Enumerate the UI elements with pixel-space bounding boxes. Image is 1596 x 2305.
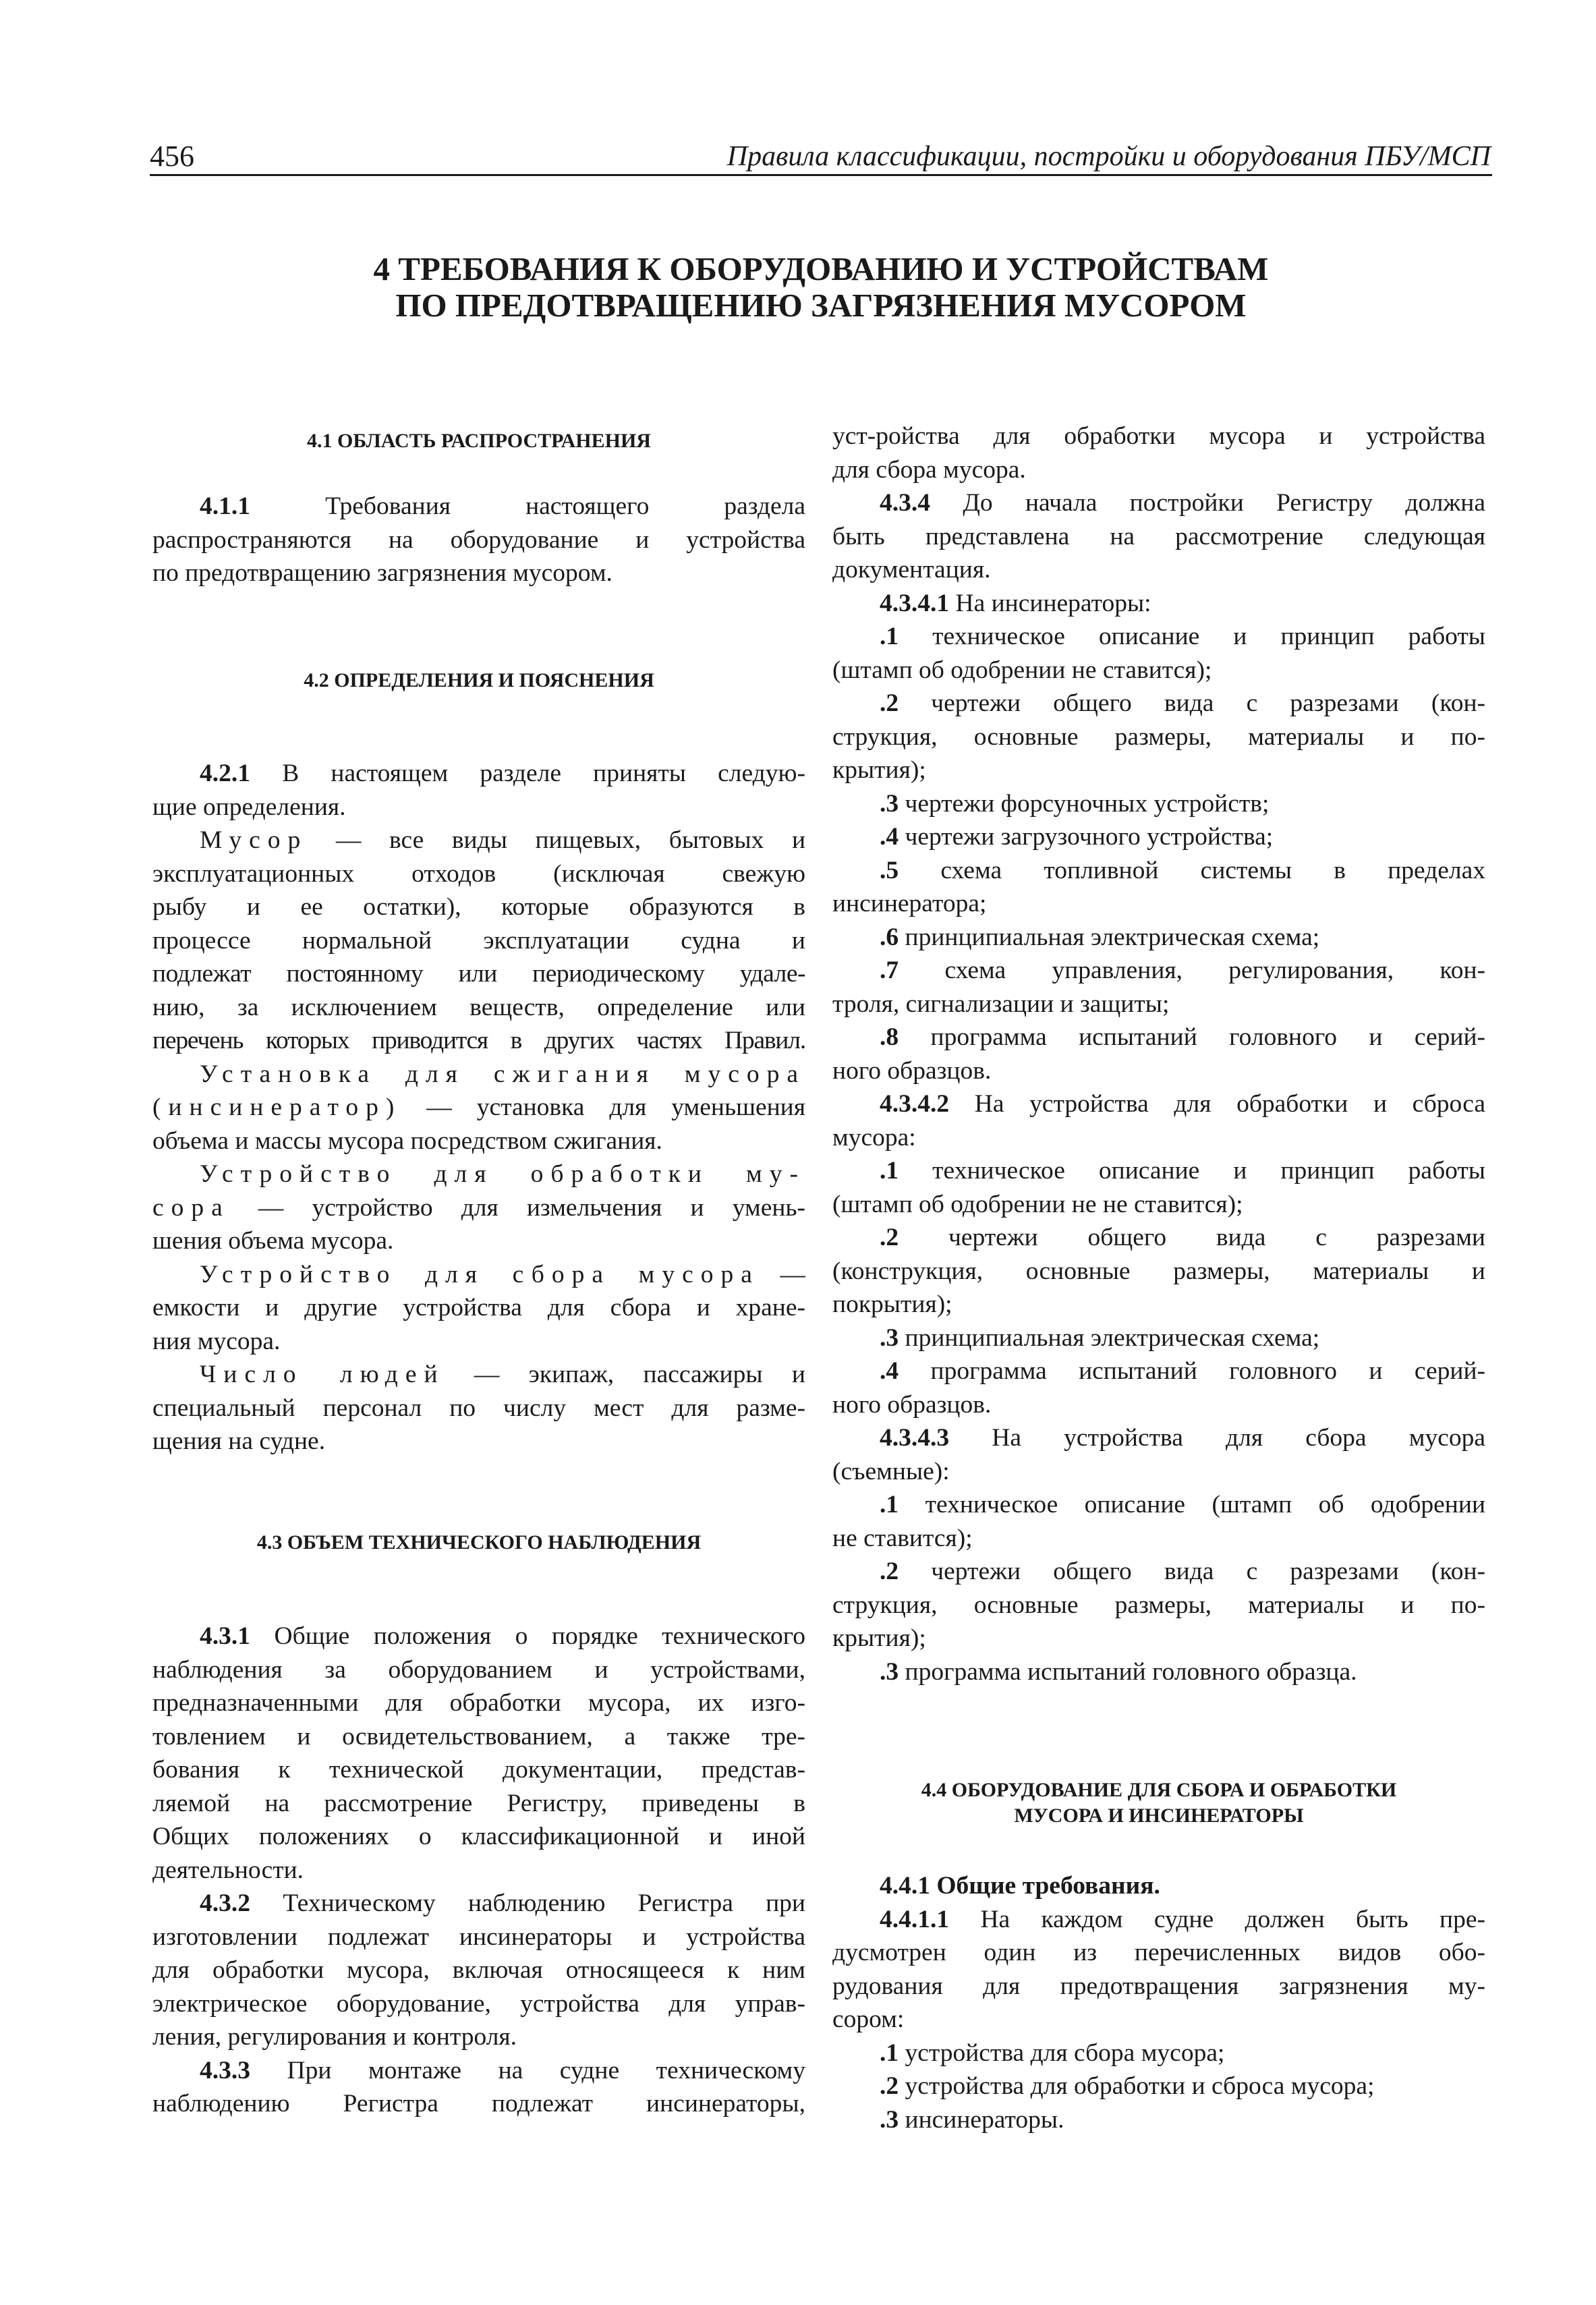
text-span: На каждом судне должен быть пре- (980, 1905, 1485, 1933)
text-line: предназначенными для обработки мусора, их изго- (152, 1689, 805, 1717)
chapter-title-line-2: ПО ПРЕДОТВРАЩЕНИЮ ЗАГРЯЗНЕНИЯ МУСОРОМ (395, 287, 1247, 324)
item-number: .2 (880, 689, 899, 717)
text-span: — все виды пищевых, бытовых и (335, 826, 805, 854)
text-span: До начала постройки Регистру должна (963, 489, 1485, 517)
item-number: .5 (880, 856, 899, 884)
text-span: — экипаж, пассажиры и (474, 1361, 805, 1388)
item-number: .1 (880, 623, 899, 650)
text-line: распространяются на оборудование и устройства (152, 525, 805, 554)
list-item (832, 954, 1485, 988)
list-item (832, 687, 1485, 720)
item-number: .2 (880, 1558, 899, 1585)
definition-term: (инсинератор) (152, 1093, 402, 1121)
text-span: техническое описание и принцип работы (932, 623, 1485, 650)
chapter-title-line-1: 4 ТРЕБОВАНИЯ К ОБОРУДОВАНИЮ И УСТРОЙСТВАМ (373, 250, 1269, 287)
text-line: крытия); (832, 1624, 926, 1652)
paragraph-4-3-4-2 (832, 1087, 1485, 1121)
text-line: струкция, основные размеры, материалы и по- (832, 722, 1485, 751)
item-number: .3 (880, 1657, 899, 1686)
text-span: чертежи общего вида с разрезами (кон- (931, 1558, 1485, 1585)
item-number: .7 (880, 957, 899, 984)
text-span: — (780, 1260, 805, 1288)
text-line: шения объема мусора. (152, 1227, 394, 1255)
definition-number-of-persons (152, 1358, 805, 1392)
text-line: (штамп об одобрении не не ставится); (832, 1190, 1243, 1218)
text-line: по предотвращению загрязнения мусором. (152, 559, 612, 587)
text-line: ления, регулирования и контроля. (152, 2023, 517, 2051)
list-item (832, 1021, 1485, 1054)
list-item (832, 1655, 1485, 1689)
text-line (152, 757, 805, 791)
list-item (832, 1555, 1485, 1589)
text-line: бования к технической документации, представ- (152, 1756, 805, 1784)
text-span: — устройство для измельчения и умень- (258, 1193, 805, 1222)
text-line: специальный персонал по числу мест для разме- (152, 1394, 805, 1422)
clause-number: 4.3.4.2 (880, 1090, 950, 1118)
text-line: для обработки мусора, включая относящееся к ним (152, 1956, 805, 1984)
text-line: инсинератора; (832, 890, 987, 917)
clause-number: 4.4.1.1 (880, 1905, 950, 1933)
section-heading-4-2: 4.2 ОПРЕДЕЛЕНИЯ И ПОЯСНЕНИЯ (304, 669, 654, 691)
clause-number: 4.3.4.3 (880, 1424, 950, 1452)
text-span: чертежи форсуночных устройств; (905, 789, 1270, 818)
definition-collection-device (152, 1258, 805, 1292)
text-line: (съемные): (832, 1457, 950, 1485)
paragraph-4-3-4 (832, 486, 1485, 520)
definition-processing-device (152, 1158, 805, 1191)
text-line (152, 490, 805, 523)
text-line: сором: (832, 2005, 905, 2033)
text-line: наблюдению Регистра подлежат инсинераторы, (152, 2090, 805, 2117)
text-line: рыбу и ее остатки), которые образуются в (152, 893, 805, 921)
paragraph-4-3-2 (152, 1887, 805, 1920)
text-line (152, 1091, 805, 1125)
text-line (152, 1191, 805, 1225)
text-span: — установка для уменьшения (426, 1093, 805, 1121)
text-span: программа испытаний головного и серий- (930, 1023, 1485, 1051)
text-line: ного образцов. (832, 1390, 992, 1419)
text-span: схема управления, регулирования, кон- (944, 957, 1485, 984)
text-span: устройства для обработки и сброса мусора; (905, 2072, 1375, 2100)
clause-number: 4.3.4.1 (880, 589, 950, 617)
text-span: принципиальная электрическая схема; (905, 1324, 1320, 1352)
text-span: техническое описание и принцип работы (932, 1157, 1485, 1185)
right-column-text-block (832, 420, 1485, 1688)
clause-number: 4.3.1 (200, 1622, 250, 1650)
text-span: В настоящем разделе приняты следую- (282, 760, 805, 787)
definition-term: сора (152, 1193, 230, 1222)
text-line: щие определения. (152, 793, 346, 821)
paragraph-4-2-1 (152, 757, 805, 1458)
text-line: документация. (832, 556, 991, 584)
list-item (832, 1355, 1485, 1388)
list-item (832, 921, 1485, 955)
text-line: Общих положениях о классификационной и иной (152, 1823, 805, 1850)
list-item (832, 2037, 1485, 2070)
section-heading-4-4 (832, 1777, 1485, 1829)
text-span: принципиальная электрическая схема; (905, 923, 1320, 951)
definition-term: Установка для сжигания мусора (200, 1060, 805, 1088)
list-item (832, 2070, 1485, 2103)
item-number: .3 (880, 1324, 899, 1352)
text-line: электрическое оборудование, устройства для управ- (152, 1989, 805, 2018)
text-line: мусора: (832, 1123, 916, 1151)
text-span: Техническому наблюдению Регистра при (283, 1889, 805, 1917)
text-line: уст-ройства для обработки мусора и устройства (832, 422, 1485, 450)
text-line: емкости и другие устройства для сбора и хране- (152, 1294, 805, 1321)
text-line: для сбора мусора. (832, 455, 1026, 484)
item-number: .1 (880, 1157, 899, 1185)
running-title: Правила классификации, постройки и оборудования ПБУ/МСП (726, 141, 1491, 172)
text-span: На инсинераторы: (955, 589, 1151, 617)
text-span: программа испытаний головного и серий- (930, 1357, 1485, 1385)
list-item (832, 787, 1485, 821)
section-heading-4-3: 4.3 ОБЪЕМ ТЕХНИЧЕСКОГО НАБЛЮДЕНИЯ (256, 1531, 702, 1554)
definition-term: Мусор (200, 826, 308, 854)
text-span: устройства для сбора мусора; (905, 2039, 1225, 2067)
text-line: (штамп об одобрении не ставится); (832, 656, 1212, 684)
section-heading-line: 4.4 ОБОРУДОВАНИЕ ДЛЯ СБОРА И ОБРАБОТКИ (921, 1779, 1397, 1801)
paragraph-4-3-3 (152, 2054, 805, 2088)
text-span: Требования настоящего раздела (325, 492, 805, 520)
text-line: струкция, основные размеры, материалы и по- (832, 1591, 1485, 1619)
definition-musor (152, 824, 805, 857)
list-item (832, 2103, 1485, 2137)
text-span: Общие положения о порядке технического (274, 1622, 805, 1650)
list-item (832, 1488, 1485, 1522)
paragraph-4-3-1 (152, 1620, 805, 2121)
text-line: покрытия); (832, 1290, 952, 1318)
list-item (832, 1221, 1485, 1255)
text-line: объема и массы мусора посредством сжигания. (152, 1127, 662, 1155)
item-number: .1 (880, 2039, 899, 2067)
list-item (832, 620, 1485, 654)
text-line: изготовлении подлежат инсинераторы и устройства (152, 1923, 805, 1951)
item-number: .3 (880, 2105, 899, 2134)
text-span: На устройства для сбора мусора (992, 1424, 1485, 1452)
text-line: быть представлена на рассмотрение следующая (832, 522, 1485, 550)
text-line: нию, за исключением веществ, определение или (152, 993, 805, 1021)
text-span: схема топливной системы в пределах (940, 856, 1485, 884)
definition-term: Устройство для обработки му- (200, 1160, 805, 1188)
list-item (832, 854, 1485, 888)
text-line: процессе нормальной эксплуатации судна и (152, 926, 805, 955)
text-line: ния мусора. (152, 1327, 281, 1355)
item-number: .6 (880, 923, 899, 951)
subsection-heading-4-4-1: 4.4.1 Общие требования. (880, 1872, 1160, 1900)
text-span: программа испытаний головного образца. (905, 1657, 1357, 1686)
text-line: троля, сигнализации и защиты; (832, 990, 1170, 1018)
page-header (150, 139, 1491, 179)
text-span: На устройства для обработки и сброса (974, 1090, 1485, 1118)
item-number: .8 (880, 1023, 899, 1051)
item-number: .2 (880, 1224, 899, 1251)
text-line: эксплуатационных отходов (исключая свежую (152, 859, 805, 888)
text-span: При монтаже на судне техническому (287, 2056, 805, 2084)
list-item (832, 820, 1485, 854)
clause-number: 4.3.3 (200, 2056, 250, 2084)
text-line: подлежат постоянному или периодическому удале- (152, 960, 805, 988)
page-number: 456 (150, 140, 194, 173)
paragraph-4-3-4-1 (832, 587, 1485, 621)
chapter-title (150, 251, 1492, 324)
header-rule (150, 174, 1492, 176)
text-line: товлением и освидетельствованием, а также тре- (152, 1722, 805, 1751)
item-number: .4 (880, 1357, 899, 1385)
text-line: перечень которых приводится в других частях Правил. (152, 1027, 805, 1054)
text-span: чертежи общего вида с разрезами (кон- (931, 689, 1485, 717)
item-number: .1 (880, 1491, 899, 1518)
paragraph-4-1-1 (152, 490, 805, 590)
clause-number: 4.1.1 (200, 492, 250, 520)
list-item (832, 1154, 1485, 1188)
text-span: чертежи загрузочного устройства; (905, 823, 1274, 851)
item-number: .3 (880, 789, 899, 818)
clause-number: 4.3.4 (880, 489, 930, 517)
item-number: .2 (880, 2072, 899, 2100)
clause-number: 4.3.2 (200, 1889, 250, 1917)
text-span: чертежи общего вида с разрезами (948, 1224, 1485, 1251)
definition-term: Устройство для сбора мусора (200, 1260, 760, 1288)
text-line: ляемой на рассмотрение Регистру, приведены в (152, 1789, 805, 1817)
definition-incinerator (152, 1058, 805, 1091)
clause-number: 4.2.1 (200, 760, 250, 787)
text-span: инсинераторы. (905, 2105, 1064, 2134)
text-line: деятельности. (152, 1856, 304, 1884)
section-4-4-body (832, 1869, 1485, 2136)
text-line: щения на судне. (152, 1427, 326, 1455)
text-line: (конструкция, основные размеры, материалы и (832, 1257, 1485, 1285)
text-line (152, 1620, 805, 1653)
paragraph-4-4-1-1 (832, 1903, 1485, 1937)
text-span: техническое описание (штамп об одобрении (925, 1491, 1485, 1518)
text-line: наблюдения за оборудованием и устройствами, (152, 1655, 805, 1684)
text-line: рудования для предотвращения загрязнения му- (832, 1972, 1485, 2000)
section-heading-4-1: 4.1 ОБЛАСТЬ РАСПРОСТРАНЕНИЯ (307, 430, 651, 452)
definition-term: Число людей (200, 1361, 445, 1388)
text-line: ного образцов. (832, 1056, 992, 1085)
text-line: не ставится); (832, 1524, 973, 1552)
item-number: .4 (880, 823, 899, 851)
text-line: крытия); (832, 756, 926, 784)
paragraph-4-3-4-3 (832, 1421, 1485, 1455)
text-line: дусмотрен один из перечисленных видов обо- (832, 1939, 1485, 1966)
section-heading-line: МУСОРА И ИНСИНЕРАТОРЫ (1014, 1804, 1304, 1827)
list-item (832, 1321, 1485, 1355)
